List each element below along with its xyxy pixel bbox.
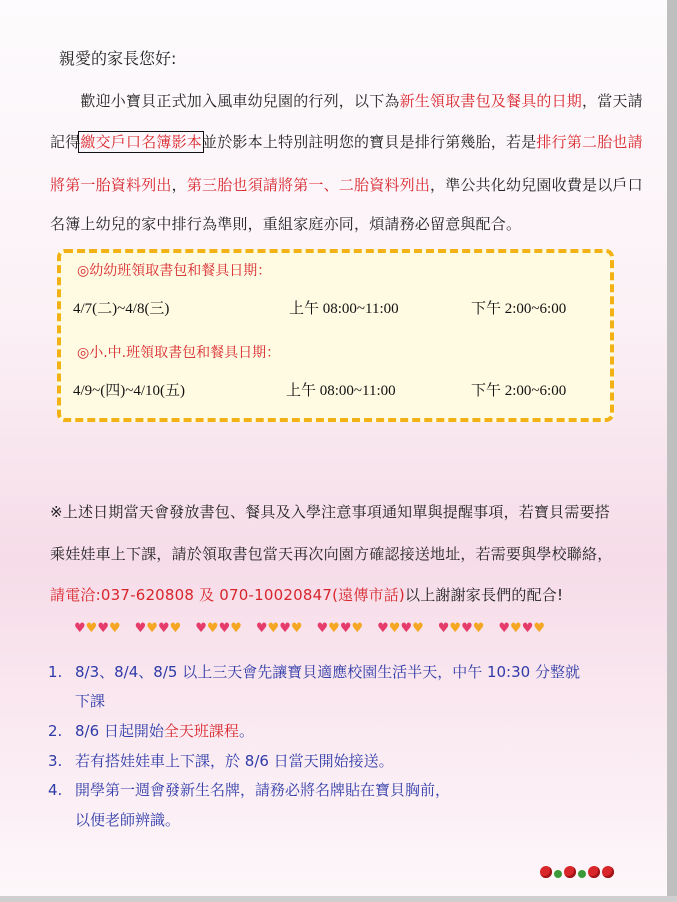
heart-decoration-icon: ♥ ♥ ♥ ♥: [74, 621, 121, 636]
intro-line-4: 名簿上幼兒的家中排行為準則，重組家庭亦同，煩請務必留意與配合。: [50, 215, 522, 233]
list-item-continued: 以便老師辨識。: [75, 811, 181, 829]
contact-phone: 請電洽:037-620808 及 070-10020847(遠傳市話): [50, 586, 405, 604]
notice-line-3: [50, 584, 563, 605]
intro-line-2: [50, 131, 643, 152]
intro-text: 歡迎小寶貝正式加入風車幼兒園的行列，以下為: [50, 92, 400, 110]
intro-highlight: 排行第二胎也請: [536, 133, 643, 151]
schedule-heading-small-middle: ◎小.中.班領取書包和餐具日期：: [77, 345, 281, 361]
flower-decoration-icon: [540, 866, 614, 878]
intro-text: ，準公共化幼兒園收費是以戶口: [430, 176, 643, 194]
heart-divider: [74, 622, 545, 635]
list-number: 2.: [48, 722, 63, 740]
list-item: [48, 750, 394, 771]
list-item: [48, 779, 450, 800]
schedule-am-small-middle: 上午 08:00~11:00: [286, 383, 396, 399]
intro-line-1: [50, 90, 643, 111]
intro-text: ，當天請: [582, 92, 643, 110]
intro-highlight: 新生領取書包及餐具的日期: [399, 92, 583, 110]
intro-text: ，: [171, 176, 187, 194]
boxed-highlight: 繳交戶口名簿影本: [80, 133, 203, 151]
schedule-date-toddler: 4/7(二)~4/8(三): [73, 301, 170, 317]
greeting: 親愛的家長您好:: [59, 49, 177, 68]
schedule-date-small-middle: 4/9~(四)~4/10(五): [73, 383, 186, 399]
notice-line-1: ※上述日期當天會發放書包、餐具及入學注意事項通知單與提醒事項，若寶貝需要搭: [50, 503, 610, 521]
list-text: 8/6 日起開始: [75, 722, 164, 740]
heart-decoration-icon: ♥ ♥ ♥ ♥: [437, 621, 485, 636]
list-text: 若有搭娃娃車上下課，於 8/6 日當天開始接送。: [75, 752, 394, 770]
schedule-heading-toddler: ◎幼幼班領取書包和餐具日期：: [77, 263, 272, 279]
heart-decoration-icon: ♥ ♥ ♥ ♥: [195, 621, 242, 636]
notice-line-2: 乘娃娃車上下課，請於領取書包當天再次向園方確認接送地址，若需要與學校聯絡，: [50, 545, 613, 563]
list-item: [48, 661, 580, 682]
list-item-continued: 下課: [75, 692, 106, 710]
list-item: [48, 720, 254, 741]
list-highlight: 全天班課程: [163, 722, 239, 740]
heart-decoration-icon: ♥ ♥ ♥ ♥: [134, 621, 182, 636]
schedule-am-toddler: 上午 08:00~11:00: [289, 301, 399, 317]
schedule-pm-small-middle: 下午 2:00~6:00: [471, 383, 567, 399]
intro-text: 記得: [50, 133, 81, 151]
heart-decoration-icon: ♥ ♥ ♥ ♥: [498, 621, 545, 636]
list-number: 1.: [48, 663, 63, 681]
intro-highlight: 將第一胎資料列出: [50, 176, 172, 194]
list-text: 開學第一週會發新生名牌，請務必將名牌貼在寶貝胸前，: [75, 781, 451, 799]
intro-text: 並於影本上特別註明您的寶貝是排行第幾胎，若是: [202, 133, 537, 151]
heart-decoration-icon: ♥ ♥ ♥ ♥: [255, 621, 303, 636]
schedule-box: [57, 249, 614, 422]
list-number: 4.: [48, 781, 63, 799]
schedule-pm-toddler: 下午 2:00~6:00: [471, 301, 567, 317]
intro-highlight: 第三胎也須請將第一、二胎資料列出: [186, 176, 431, 194]
heart-decoration-icon: ♥ ♥ ♥ ♥: [316, 621, 364, 636]
heart-decoration-icon: ♥ ♥ ♥ ♥: [377, 621, 424, 636]
intro-line-3: [50, 174, 643, 195]
list-text: 。: [238, 722, 254, 740]
page-bottom-edge: [0, 896, 677, 902]
list-number: 3.: [48, 752, 63, 770]
thanks-text: 以上謝謝家長們的配合!: [405, 586, 564, 604]
page-right-edge: [667, 0, 677, 902]
list-text: 8/3、8/4、8/5 以上三天會先讓寶貝適應校園生活半天，中午 10:30 分整就: [75, 663, 580, 681]
